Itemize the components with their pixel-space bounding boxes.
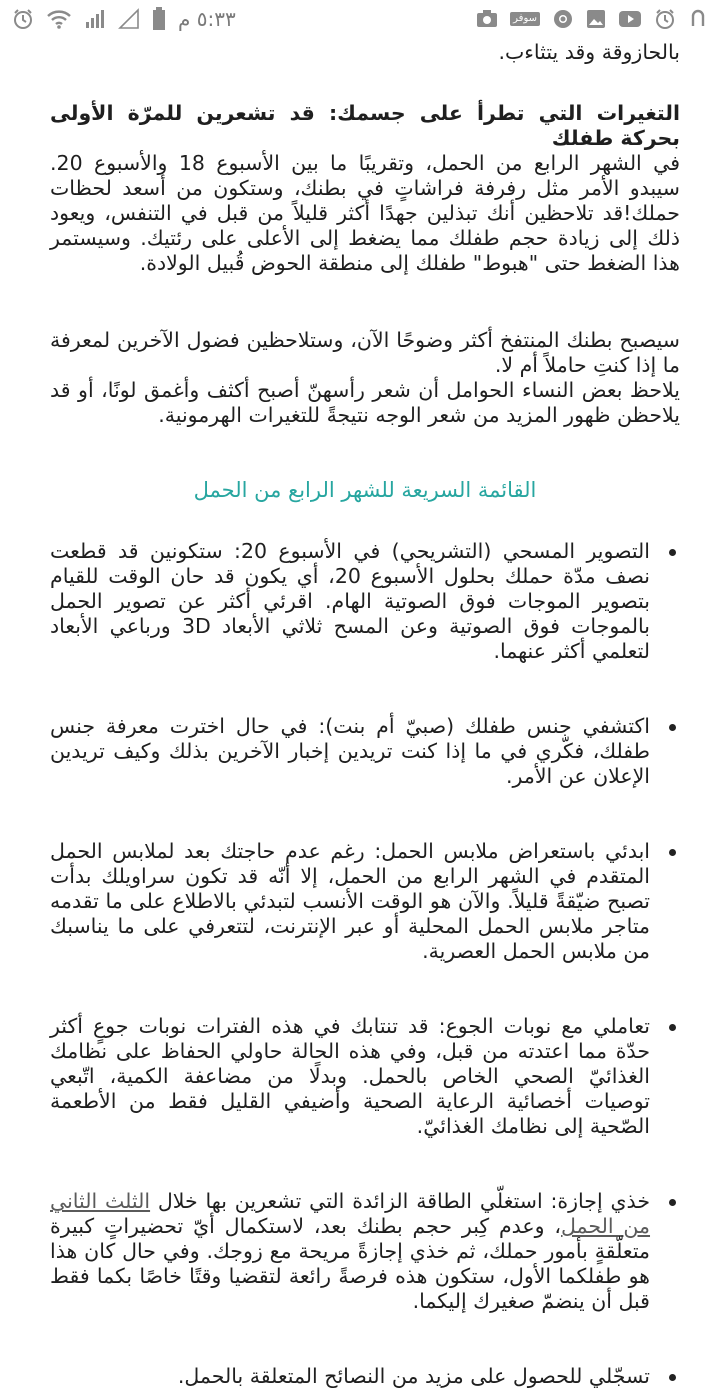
clock-time: ٥:٣٣ م xyxy=(178,7,236,31)
body-changes-paragraph: في الشهر الرابع من الحمل، وتقريبًا ما بين الأسبوع 18 والأسبوع 20. سيبدو الأمر مثل رفرفة فراشاتٍ في بطنك، وستكون من أسعد لحظات حملك!قد تلاحظين أنك تبذلين جهدًا أكثر قليلاً من قبل في التنفس، ويعود ذلك إلى زيادة حجم طفلك مما يضغط إلى الأعلى على رئتيك. وسيستمر هذا الضغط حتى "هبوط" طفلك إلى منطقة الحوض قُبيل الولادة. xyxy=(50,151,680,275)
list-item-text: تسجّلي للحصول على مزيد من النصائح المتعلقة بالحمل. xyxy=(177,1364,650,1388)
quick-list-title: القائمة السريعة للشهر الرابع من الحمل xyxy=(193,478,537,502)
list-item-hunger xyxy=(50,1014,680,1139)
alarm-icon xyxy=(12,8,34,30)
gallery-icon xyxy=(586,9,606,29)
list-item-text: التصوير المسحي (التشريحي) في الأسبوع 20: ستكونين قد قطعت نصف مدّة حملك بحلول الأسبوع 20، أي يكون قد حان الوقت للقيام بتصوير الموجات فوق الصوتية الهام. اقرئي أكثر عن تصوير الحمل بالموجات فوق الصوتية وعن المسح ثلاثي الأبعاد 3D ورباعي الأبعاد لتعلمي أكثر عنهما. xyxy=(50,539,651,663)
youtube-icon xyxy=(618,10,642,28)
list-item-signup xyxy=(50,1364,680,1389)
list-item-gender xyxy=(50,714,680,789)
status-bar-right xyxy=(476,8,708,30)
camera-icon xyxy=(476,9,498,29)
notification-n-icon xyxy=(688,8,708,30)
bullet-icon xyxy=(669,1199,676,1206)
quick-list xyxy=(50,539,680,1389)
bullet-icon xyxy=(669,724,676,731)
list-item-text: اكتشفي جنس طفلك (صبيّ أم بنت): في حال اخترت معرفة جنس طفلك، فكّري في ما إذا كنت تريدين إخبار الآخرين بذلك وكيف تريدين الإعلان عن الأمر. xyxy=(50,714,650,788)
list-item-vacation xyxy=(50,1189,680,1314)
bullet-icon xyxy=(669,849,676,856)
article-content xyxy=(0,38,720,1388)
clock-icon xyxy=(654,8,676,30)
list-item-text: ابدئي باستعراض ملابس الحمل: رغم عدم حاجتك بعد لملابس الحمل المتقدم في الشهر الرابع من الحمل، إلا أنّه قد تكون سراويلك بدأت تصبح ضيّقةً قليلاً. والآن هو الوقت الأنسب لتبدئي بالاطلاع على ما تقدمه متاجر ملابس الحمل المحلية أو عبر الإنترنت، لتتعرفي على ما يناسبك من ملابس الحمل العصرية. xyxy=(50,839,650,963)
app-badge: سوفر xyxy=(510,12,540,26)
battery-icon xyxy=(152,7,166,31)
wifi-icon xyxy=(46,8,72,30)
list-item-text: خذي إجازة: استغلّي الطاقة الزائدة التي تشعرين بها خلال xyxy=(150,1189,650,1213)
list-item-maternity-clothes xyxy=(50,839,680,964)
list-item-text-rest: ، وعدم كِبر حجم بطنك بعد، لاستكمال أيّ تحضيراتٍ كبيرة متعلّقةٍ بأمور حملك، ثم خذي إجازةً مريحة مع زوجك. وفي حال كان هذا هو طفلكما الأول، ستكون هذه فرصةً رائعة لتقضيا وقتًا خاصًا بكما فقط قبل أن ينضمّ صغيرك إليكما. xyxy=(50,1214,650,1313)
list-item-ultrasound xyxy=(50,539,680,664)
list-item-text: تعاملي مع نوبات الجوع: قد تنتابك في هذه الفترات نوبات جوعٍ أكثر حدّة مما اعتدته من قبل، وفي هذه الحالة حاولي الحفاظ على نظامك الغذائيّ الصحي الخاص بالحمل. وبدلًا من مضاعفة الكمية، اتّبعي توصيات أخصائية الرعاية الصحية وأضيفي القليل فقط من الأطعمة الصّحية إلى نظامك الغذائيّ. xyxy=(50,1014,650,1138)
top-fragment: بالحازوقة وقد يتثاءب. xyxy=(498,40,680,64)
bullet-icon xyxy=(669,549,676,556)
hair-paragraph: يلاحظ بعض النساء الحوامل أن شعر رأسهنّ أصبح أكثف وأغمق لونًا، أو قد يلاحظن ظهور المزيد من شعر الوجه نتيجةً للتغيرات الهرمونية. xyxy=(50,378,680,427)
signal-empty-icon xyxy=(118,8,140,30)
bullet-icon xyxy=(669,1374,676,1381)
chrome-icon xyxy=(552,8,574,30)
belly-paragraph: سيصبح بطنك المنتفخ أكثر وضوحًا الآن، وستلاحظين فضول الآخرين لمعرفة ما إذا كنتِ حاملاً أم لا. xyxy=(50,328,680,377)
status-bar-left xyxy=(12,7,236,31)
second-trimester-link[interactable]: الثلث الثاني من الحمل xyxy=(50,1189,651,1238)
bullet-icon xyxy=(669,1024,676,1031)
body-changes-heading: التغيرات التي تطرأ على جسمك: قد تشعرين للمرّة الأولى بحركة طفلك xyxy=(50,101,680,150)
signal-icon xyxy=(84,8,106,30)
status-bar xyxy=(0,0,720,38)
